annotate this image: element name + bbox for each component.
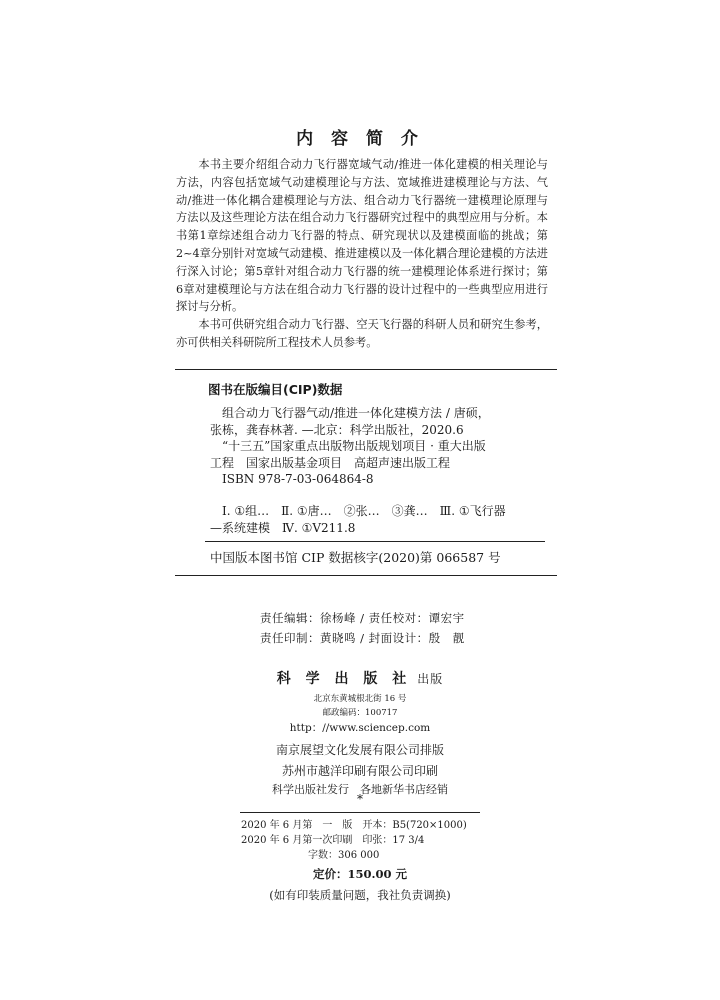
cip-heading: 图书在版编目(CIP)数据 <box>208 382 343 397</box>
typesetter: 南京展望文化发展有限公司排版 <box>275 743 444 757</box>
publisher-logo-name: 科 学 出 版 社 <box>276 671 412 687</box>
cip-line-4: 工程 国家出版基金项目 高超声速出版工程 <box>210 455 451 470</box>
specs-divider <box>240 812 480 813</box>
price: 定价：150.00 元 <box>312 867 407 881</box>
intro-paragraph-1: 本书主要介绍组合动力飞行器宽域气动/推进一体化建模的相关理论与方法，内容包括宽域气动建模理论与方法、宽域推进建模理论与方法、气动/推进一体化耦合建模理论与方法、组合动力飞行器统一建模理论原理与方法以及这些理论方法在组合动力飞行器研究过程中的典型应用与分析。本书第1章综述组合动力飞行器的特点、研究现状以及建模面临的挑战；第2~4章分别针对宽域气动建模、推进建模以及一体化耦合理论建模的方法进行深入讨论；第5章针对组合动力飞行器的统一建模理论体系进行探讨；第6章对建模理论与方法在组合动力飞行器的设计过程中的一些典型应用进行探讨与分析。 <box>176 158 548 314</box>
cip-top-divider <box>175 369 557 370</box>
cip-class-line-1: Ⅰ. ①组… Ⅱ. ①唐… ②张… ③龚… Ⅲ. ①飞行器 <box>222 504 506 518</box>
cip-record <box>210 405 540 488</box>
intro-title: 内 容 简 介 <box>296 129 424 149</box>
quality-notice: (如有印装质量问题，我社负责调换) <box>269 888 451 902</box>
publisher-block <box>0 668 720 798</box>
cip-line-3: “十三五”国家重点出版物出版规划项目 · 重大出版 <box>222 439 486 453</box>
editor-credit-line-2: 责任印制：黄晓鸣 / 封面设计：殷 靓 <box>260 631 465 645</box>
print-specs <box>0 818 720 863</box>
cip-catalog-number: 中国版本图书馆 CIP 数据核字(2020)第 066587 号 <box>210 550 501 565</box>
intro-paragraph-2: 本书可供研究组合动力飞行器、空天飞行器的科研人员和研究生参考，亦可供相关科研院所工程技术人员参考。 <box>176 318 548 349</box>
printer: 苏州市越洋印刷有限公司印刷 <box>281 764 438 778</box>
cip-line-2: 张栋，龚春林著. —北京：科学出版社，2020.6 <box>210 422 464 437</box>
cip-bottom-divider <box>175 575 557 576</box>
editor-credits <box>260 608 465 648</box>
editor-credit-line-1: 责任编辑：徐杨峰 / 责任校对：谭宏宇 <box>260 611 465 625</box>
publisher-address: 北京东黄城根北街 16 号 <box>313 694 407 704</box>
intro-text <box>176 156 548 352</box>
cip-line-1: 组合动力飞行器气动/推进一体化建模方法 / 唐硕， <box>222 406 490 420</box>
cip-class-line-2: —系统建模 Ⅳ. ①V211.8 <box>210 521 356 535</box>
cip-isbn: ISBN 978-7-03-064864-8 <box>222 472 374 486</box>
publisher-postcode: 邮政编码：100717 <box>322 708 398 718</box>
printing-line: 2020 年 6 月第一次印刷 印张：17 3/4 <box>241 835 425 846</box>
cip-classification <box>210 503 550 537</box>
separator-star: * <box>357 792 363 806</box>
cip-inner-divider <box>205 541 545 542</box>
publisher-url: http：//www.sciencep.com <box>289 722 431 734</box>
distribution: 科学出版社发行 各地新华书店经销 <box>272 783 448 796</box>
word-count: 字数：306 000 <box>308 850 380 861</box>
publisher-suffix: 出版 <box>417 672 444 686</box>
edition-line: 2020 年 6 月第 一 版 开本：B5(720×1000) <box>241 820 467 831</box>
